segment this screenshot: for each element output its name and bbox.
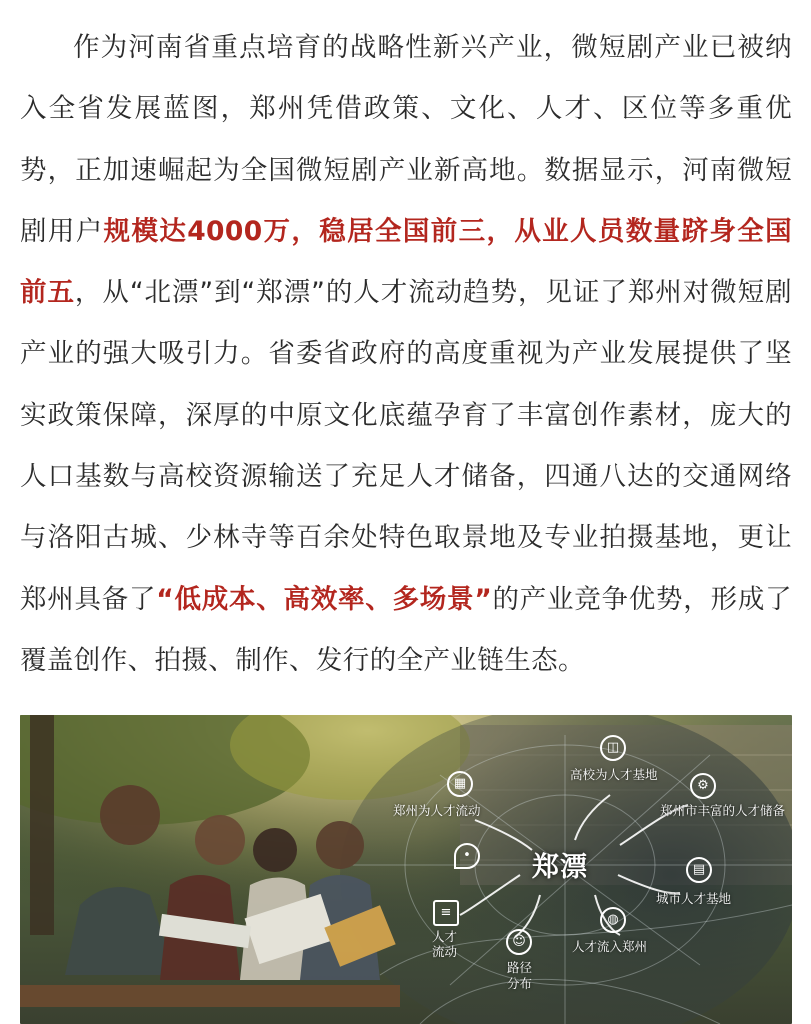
label-flow-line2: 流动 [432,944,458,959]
infographic-image [20,715,792,1024]
person-icon: ☺ [506,929,532,955]
label-talent-flow: 郑州为人才流动 [393,803,481,818]
label-city-base: 城市人才基地 [656,891,732,906]
label-university-base: 高校为人才基地 [570,767,658,782]
label-path-line2: 分布 [507,976,533,991]
center-label: 郑漂 [532,852,588,883]
highlighted-slogan: “低成本、高效率、多场景” [156,583,493,615]
label-rich-reserve: 郑州市丰富的人才储备 [660,803,786,818]
text-segment: ，从“北漂”到“郑漂”的人才流动趋势，见证了郑州对微短剧产业的强大吸引力。省委省政府的高度重视为产业发展提供了坚实政策保障，深厚的中原文化底蕴孕育了丰富创作素材，庞大的人口基数与高校资源输送了充足人才储备，四通八达的交通网络与洛阳古城、少林寺等百余处特色取景地及专业拍摄基地，更让郑州具备了 [20,277,792,615]
building-icon: ▦ [447,771,473,797]
label-path-line1: 路径 [507,960,533,975]
label-inflow: 人才流入郑州 [572,939,648,954]
article-paragraph [20,17,792,691]
gear-icon: ⚙ [690,773,716,799]
chart-icon: ▤ [686,857,712,883]
text-segment: 的产业竞争优势，形成了覆盖创作、拍摄、制作、发行的全产业链生态。 [20,583,792,676]
location-pin-icon: • [454,843,480,869]
text-segment: 作为河南省重点培育的战略性新兴产业，微短剧产业已被纳入全省发展蓝图，郑州凭借政策、文化、人才、区位等多重优势，正加速崛起为全国微短剧产业新高地。数据显示，河南微短剧用户 [20,32,792,247]
highlighted-stat: 规模达4000万，稳居全国前三，从业人员数量跻身全国前五 [20,215,793,309]
photo-background [20,715,792,1024]
globe-icon: ◍ [600,907,626,933]
document-icon: ≡ [433,900,459,926]
cube-icon: ◫ [600,735,626,761]
label-flow-line1: 人才 [432,929,458,944]
